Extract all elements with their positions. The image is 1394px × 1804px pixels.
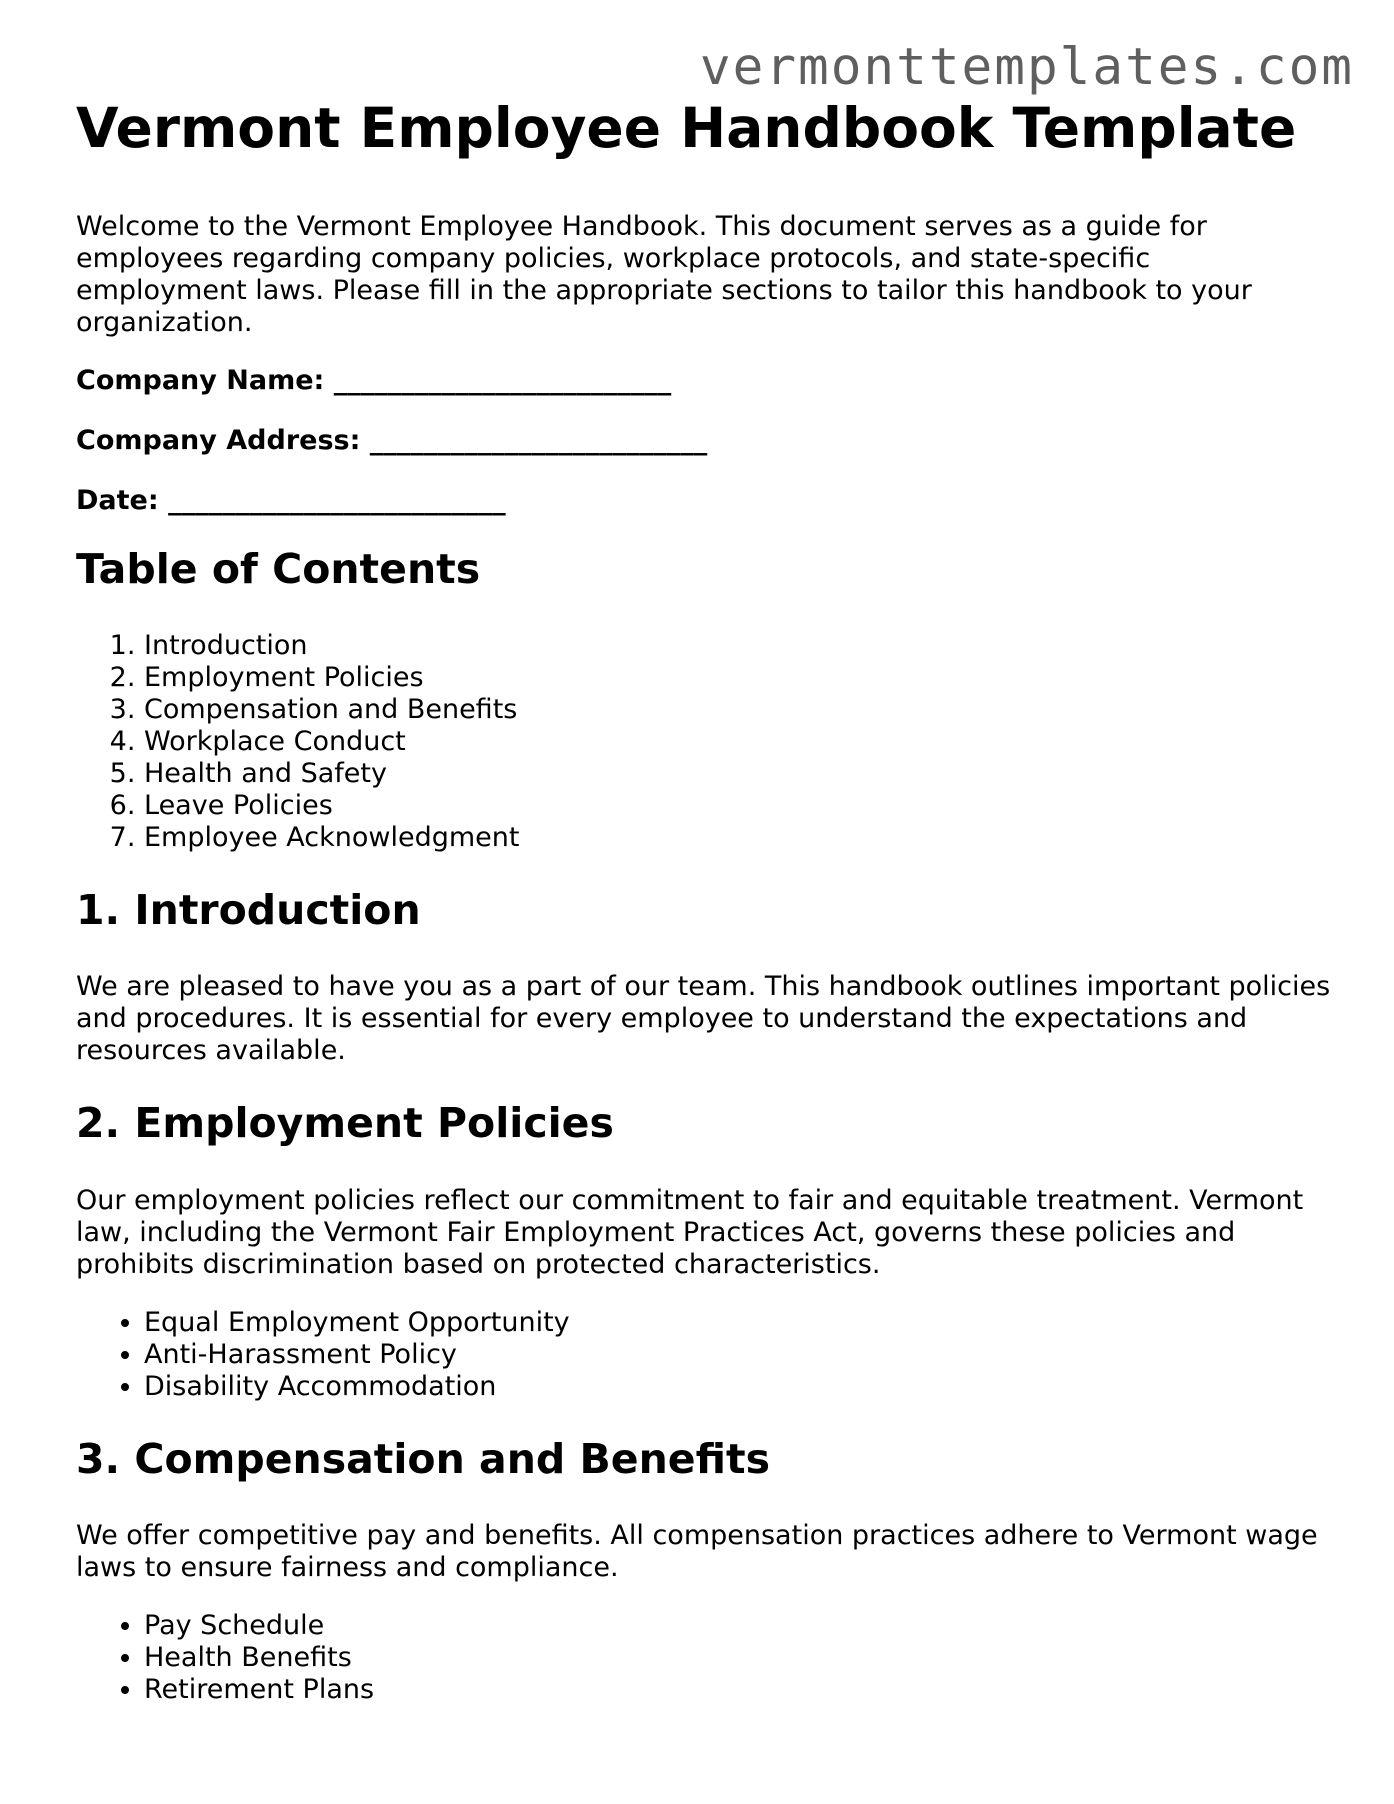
company-fields (76, 365, 1336, 517)
section-text-compensation-benefits: We offer competitive pay and benefits. All compensation practices adhere to Vermont wage laws to ensure fairness and compliance. (76, 1519, 1318, 1583)
section-heading-compensation-benefits: 3. Compensation and Benefits (76, 1434, 770, 1483)
date-field[interactable] (76, 485, 1336, 517)
list-item: • Anti-Harassment Policy (144, 1339, 1336, 1371)
field-blank[interactable]: _________________________ (333, 365, 672, 396)
employment-policies-list (76, 1307, 1336, 1403)
toc-item-employee-acknowledgment: 7. Employee Acknowledgment (144, 822, 1336, 854)
field-label: Date: (76, 485, 159, 516)
compensation-benefits-list (76, 1610, 1336, 1706)
section-text-introduction: We are pleased to have you as a part of our team. This handbook outlines important policies and procedures. It is essential for every employee to understand the expectations and resources available. (76, 971, 1331, 1067)
toc-list (76, 630, 1336, 854)
list-item: • Health Benefits (144, 1642, 1336, 1674)
document-page (76, 95, 1336, 1706)
toc-heading: Table of Contents (76, 545, 481, 593)
toc-item-compensation-benefits: 3. Compensation and Benefits (144, 694, 1336, 726)
site-watermark: vermonttemplates.com (699, 38, 1354, 97)
list-item: • Pay Schedule (144, 1610, 1336, 1642)
section-heading-introduction: 1. Introduction (76, 886, 421, 935)
toc-item-health-safety: 5. Health and Safety (144, 758, 1336, 790)
list-item: • Disability Accommodation (144, 1371, 1336, 1403)
toc-item-introduction: 1. Introduction (144, 630, 1336, 662)
field-blank[interactable]: _________________________ (168, 485, 506, 516)
list-item: • Retirement Plans (144, 1674, 1336, 1706)
company-address-field[interactable] (76, 425, 1336, 457)
field-blank[interactable]: _________________________ (369, 425, 708, 456)
company-name-field[interactable] (76, 365, 1336, 397)
toc-item-employment-policies: 2. Employment Policies (144, 662, 1336, 694)
field-label: Company Address: (76, 425, 361, 456)
intro-paragraph: Welcome to the Vermont Employee Handbook. This document serves as a guide for employees regarding company policies, workplace protocols, and state-specific employment laws. Please fill in the appropriate sections to tailor this handbook to your organization. (76, 211, 1252, 338)
document-title: Vermont Employee Handbook Template (76, 96, 1297, 160)
list-item: • Equal Employment Opportunity (144, 1307, 1336, 1339)
section-heading-employment-policies: 2. Employment Policies (76, 1099, 614, 1148)
toc-item-leave-policies: 6. Leave Policies (144, 790, 1336, 822)
section-text-employment-policies: Our employment policies reflect our commitment to fair and equitable treatment. Vermont law, including the Vermont Fair Employment Practices Act, governs these policies and prohibits discrimination based on protected characteristics. (76, 1184, 1304, 1280)
field-label: Company Name: (76, 365, 325, 396)
toc-item-workplace-conduct: 4. Workplace Conduct (144, 726, 1336, 758)
